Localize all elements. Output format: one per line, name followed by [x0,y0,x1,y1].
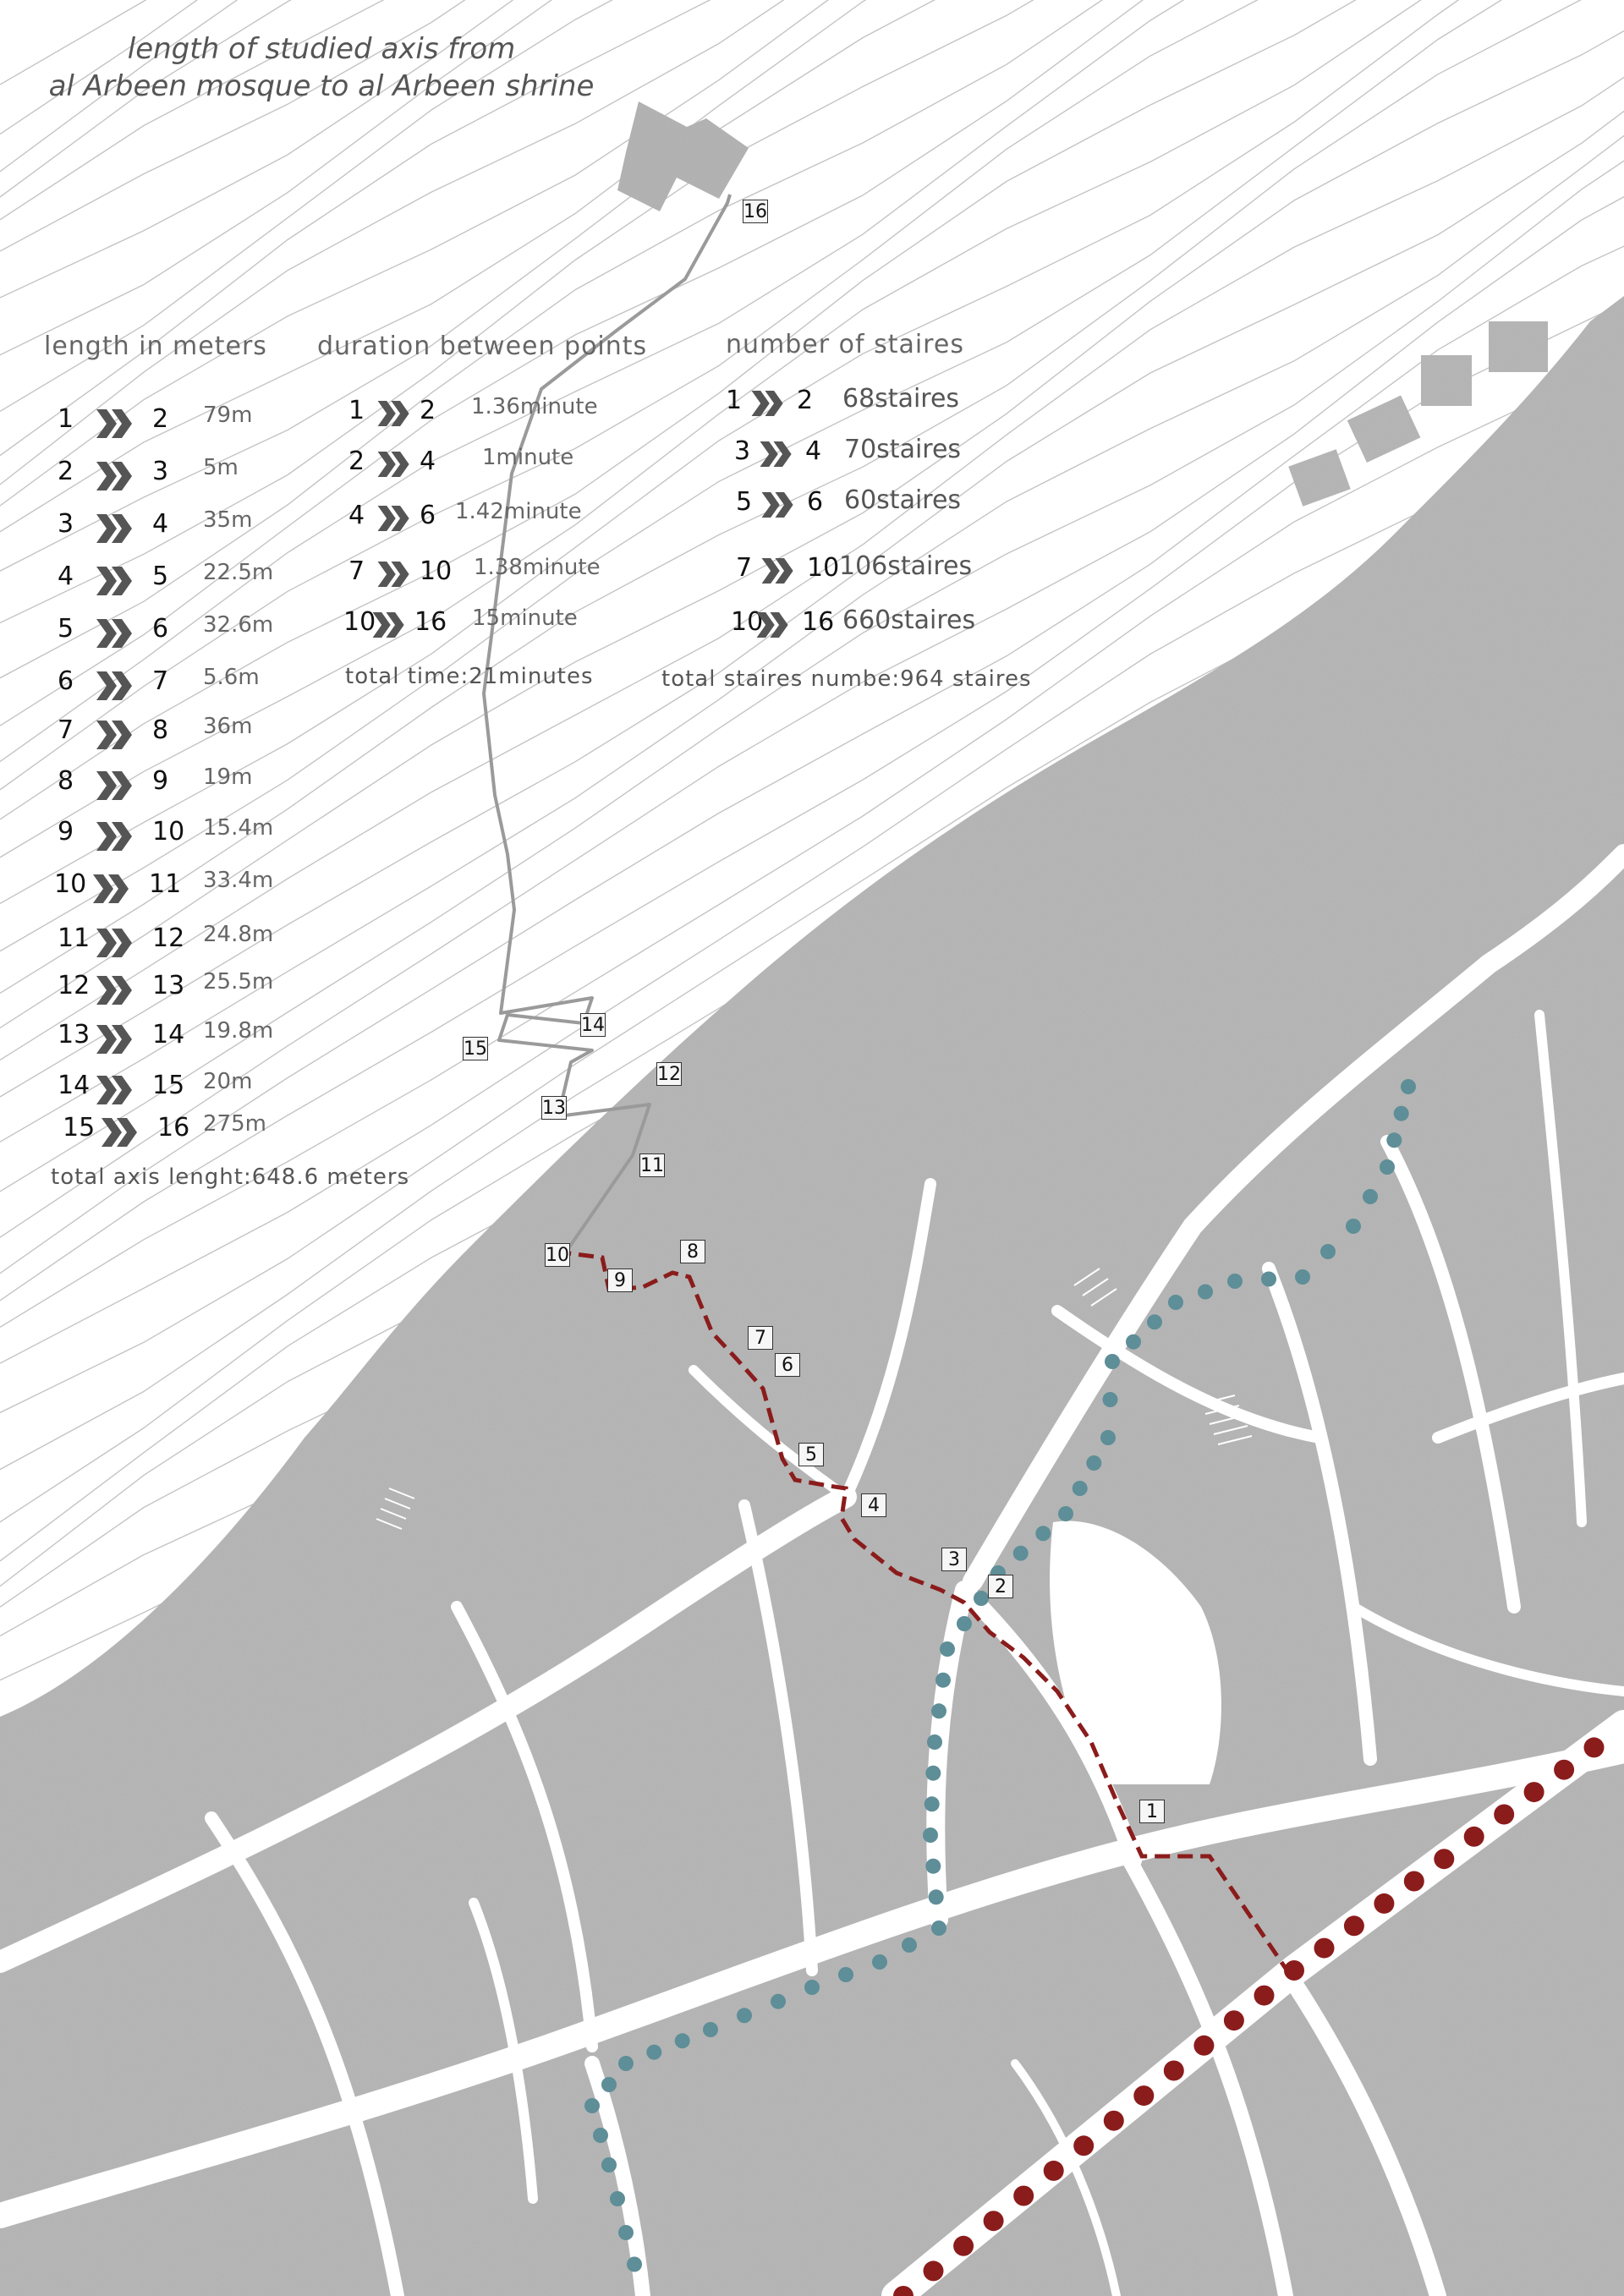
from-point: 7 [348,556,365,586]
double-chevron-arrow-icon [96,976,134,1005]
length-heading: length in meters [44,332,267,361]
arrow-container [377,452,411,480]
from-point: 11 [58,923,91,953]
to-point: 11 [149,869,182,899]
point-marker-8: 8 [680,1240,705,1263]
value-label: 5m [203,455,239,480]
secondary-route-dot [957,1616,972,1631]
double-chevron-arrow-icon [96,567,134,595]
main-route-dot [1494,1805,1514,1825]
arrow-container [377,401,411,430]
to-point: 6 [152,614,169,644]
to-point: 2 [797,386,814,415]
duration-total: total time:21minutes [345,664,594,689]
secondary-route-dot [703,2022,718,2037]
main-route-dot [1584,1737,1605,1757]
main-route-dot [1464,1827,1484,1847]
from-point: 4 [58,562,74,591]
value-label: 60staires [844,485,962,515]
value-label: 19.8m [203,1018,274,1044]
to-point: 2 [152,404,169,434]
arrow-container [760,441,793,470]
value-label: 1.36minute [471,394,598,419]
main-route-dot [1434,1849,1454,1869]
secondary-route-dot [929,1889,944,1904]
from-point: 1 [348,396,365,425]
double-chevron-arrow-icon [96,409,134,438]
secondary-route-dot [1100,1430,1116,1445]
main-route-dot [984,2211,1004,2231]
from-point: 2 [58,457,74,486]
from-point: 3 [58,509,74,539]
arrow-container [96,721,134,753]
secondary-route-dot [804,1980,820,1995]
double-chevron-arrow-icon [756,612,790,638]
arrow-container [96,976,134,1008]
secondary-route-dot [1320,1244,1336,1259]
secondary-route-dot [1198,1285,1213,1300]
double-chevron-arrow-icon [377,452,411,477]
from-point: 13 [58,1020,91,1049]
to-point: 12 [152,923,185,953]
double-chevron-arrow-icon [372,612,406,638]
secondary-route-dot [1013,1546,1029,1561]
value-label: 79m [203,403,253,428]
value-label: 5.6m [203,665,260,690]
arrow-container [93,874,130,907]
arrow-container [761,492,795,521]
arrow-container [96,409,134,441]
stairs-total: total staires numbe:964 staires [661,666,1032,692]
secondary-route-dot [771,1994,786,2009]
to-point: 16 [414,607,447,637]
secondary-route-dot [925,1766,941,1781]
secondary-route-dot [1086,1455,1101,1471]
arrow-container [96,1076,134,1108]
double-chevron-arrow-icon [93,874,130,903]
double-chevron-arrow-icon [96,1025,134,1054]
secondary-route-dot [618,2056,634,2071]
double-chevron-arrow-icon [96,462,134,490]
double-chevron-arrow-icon [377,401,411,426]
to-point: 8 [152,715,169,745]
secondary-route-dot [1105,1354,1120,1369]
point-marker-4: 4 [861,1493,886,1517]
secondary-route-dot [627,2257,642,2272]
main-route-dot [1073,2135,1094,2156]
point-marker-11: 11 [640,1155,664,1176]
double-chevron-arrow-icon [96,671,134,700]
value-label: 25.5m [203,969,274,995]
from-point: 5 [736,487,753,517]
secondary-route-dot [872,1954,887,1970]
secondary-route-dot [902,1937,917,1953]
from-point: 2 [348,447,365,476]
main-route-dot [1104,2111,1124,2131]
to-point: 14 [152,1020,185,1049]
point-marker-2: 2 [988,1575,1013,1598]
point-marker-12: 12 [657,1064,681,1085]
arrow-container [751,391,785,419]
value-label: 660staires [842,606,976,635]
from-point: 7 [58,715,74,745]
to-point: 4 [805,436,822,466]
to-point: 3 [152,457,169,486]
from-point: 9 [58,817,74,847]
arrow-container [96,1025,134,1057]
point-marker-7: 7 [748,1326,773,1350]
arrow-container [372,612,406,641]
value-label: 32.6m [203,612,274,638]
secondary-route-dot [1126,1334,1141,1350]
secondary-route-dot [584,2098,600,2113]
value-label: 68staires [842,384,960,414]
value-label: 70staires [844,435,962,464]
secondary-route-dot [675,2033,690,2048]
from-point: 10 [343,607,376,637]
secondary-route-dot [931,1921,946,1936]
secondary-route-dot [1401,1079,1416,1094]
point-marker-6: 6 [775,1353,800,1377]
arrow-container [96,567,134,599]
secondary-route-dot [1058,1506,1073,1521]
main-route-dot [1133,2085,1154,2106]
secondary-route-dot [1380,1159,1395,1175]
double-chevron-arrow-icon [96,822,134,851]
main-route-dot [1344,1915,1364,1936]
value-label: 275m [203,1111,266,1137]
secondary-route-dot [1103,1392,1118,1407]
stairs-heading: number of staires [726,330,964,359]
from-point: 5 [58,614,74,644]
from-point: 15 [63,1113,96,1143]
secondary-route-dot [925,1859,941,1874]
point-marker-1: 1 [1139,1800,1165,1823]
from-point: 14 [58,1071,91,1100]
double-chevron-arrow-icon [96,929,134,957]
double-chevron-arrow-icon [760,441,793,467]
double-chevron-arrow-icon [96,771,134,800]
urban-fabric [0,296,1624,2296]
secondary-route-dot [1261,1272,1276,1287]
double-chevron-arrow-icon [102,1118,139,1147]
value-label: 20m [203,1069,253,1094]
main-route-dot [1554,1760,1574,1780]
value-label: 19m [203,764,253,790]
point-marker-16: 16 [743,201,767,222]
to-point: 4 [420,447,436,476]
secondary-route-dot [923,1827,938,1843]
secondary-route-dot [927,1734,942,1750]
secondary-route-dot [924,1796,940,1811]
main-route-dot [1164,2061,1184,2081]
arrow-container [102,1118,139,1150]
double-chevron-arrow-icon [751,391,785,416]
from-point: 7 [736,553,753,583]
to-point: 16 [802,607,835,637]
to-point: 15 [152,1071,185,1100]
from-point: 6 [58,666,74,696]
arrow-container [96,771,134,803]
to-point: 10 [807,553,840,583]
from-point: 12 [58,971,91,1000]
value-label: 106staires [839,551,973,581]
to-point: 10 [152,817,185,847]
value-label: 15.4m [203,815,274,841]
to-point: 4 [152,509,169,539]
main-route-dot [1044,2161,1064,2181]
main-route-dot [1224,2010,1244,2030]
secondary-route-dot [1295,1269,1310,1285]
secondary-route-dot [1035,1526,1051,1541]
map-title-line1: length of studied axis from [127,32,516,66]
secondary-route-dot [1147,1314,1162,1329]
to-point: 10 [420,556,453,586]
arrow-container [96,462,134,494]
main-route-dot [1404,1871,1424,1892]
secondary-route-dot [974,1591,989,1606]
from-point: 3 [734,436,751,466]
double-chevron-arrow-icon [96,619,134,648]
to-point: 2 [420,396,436,425]
secondary-route-dot [1227,1274,1243,1289]
point-marker-13: 13 [542,1098,566,1119]
main-route-dot [953,2236,974,2256]
arrow-container [96,822,134,854]
secondary-route-dot [935,1673,951,1688]
double-chevron-arrow-icon [96,1076,134,1104]
to-point: 16 [157,1113,190,1143]
arrow-container [96,619,134,651]
value-label: 36m [203,714,253,739]
double-chevron-arrow-icon [377,562,411,587]
main-route-dot [1013,2186,1034,2206]
secondary-route-dot [601,2157,617,2173]
secondary-route-dot [1394,1106,1409,1121]
point-marker-5: 5 [798,1443,824,1466]
secondary-route-dot [1363,1189,1378,1204]
secondary-route-dot [610,2191,625,2206]
to-point: 5 [152,562,169,591]
from-point: 10 [731,607,764,637]
from-point: 1 [726,386,743,415]
secondary-route-dot [1346,1219,1361,1234]
value-label: 35m [203,507,253,533]
secondary-route-dot [646,2045,661,2060]
arrow-container [96,671,134,704]
from-point: 4 [348,501,365,530]
value-label: 33.4m [203,868,274,893]
duration-heading: duration between points [317,332,648,361]
double-chevron-arrow-icon [96,514,134,543]
from-point: 10 [54,869,87,899]
value-label: 1minute [482,445,574,470]
secondary-route-dot [737,2008,752,2023]
value-label: 24.8m [203,922,274,947]
main-route-dot [1314,1938,1335,1959]
secondary-route-dot [838,1967,853,1982]
secondary-route-dot [1168,1295,1183,1310]
point-marker-10: 10 [546,1245,569,1266]
point-marker-14: 14 [581,1015,605,1036]
main-route-dot [1193,2036,1214,2056]
to-point: 9 [152,766,169,796]
buildings-mass [0,296,1624,2296]
main-route-dot [1254,1986,1275,2006]
from-point: 8 [58,766,74,796]
arrow-container [761,558,795,587]
value-label: 1.42minute [455,499,582,524]
from-point: 1 [58,404,74,434]
to-point: 7 [152,666,169,696]
secondary-route-dot [940,1641,955,1657]
value-label: 22.5m [203,560,274,585]
arrow-container [377,506,411,534]
secondary-route-dot [618,2225,634,2240]
double-chevron-arrow-icon [761,492,795,518]
point-marker-9: 9 [607,1269,633,1292]
to-point: 6 [807,487,824,517]
point-marker-15: 15 [464,1038,487,1060]
double-chevron-arrow-icon [761,558,795,584]
arrow-container [96,514,134,546]
double-chevron-arrow-icon [377,506,411,531]
main-route-dot [1524,1782,1544,1802]
to-point: 6 [420,501,436,530]
value-label: 1.38minute [474,555,601,580]
map-title [25,30,617,105]
secondary-route-dot [931,1703,946,1718]
point-marker-3: 3 [941,1548,967,1571]
main-route-dot [924,2260,944,2281]
main-route-dot [1374,1893,1394,1914]
map-title-line2: al Arbeen mosque to al Arbeen shrine [48,69,595,103]
value-label: 15minute [472,606,578,631]
secondary-route-dot [1386,1132,1402,1148]
arrow-container [377,562,411,590]
length-total: total axis lenght:648.6 meters [51,1164,410,1190]
arrow-container [96,929,134,961]
to-point: 13 [152,971,185,1000]
arrow-container [756,612,790,641]
secondary-route-dot [1073,1481,1088,1496]
double-chevron-arrow-icon [96,721,134,749]
secondary-route-dot [593,2128,608,2143]
secondary-route-dot [601,2077,617,2092]
